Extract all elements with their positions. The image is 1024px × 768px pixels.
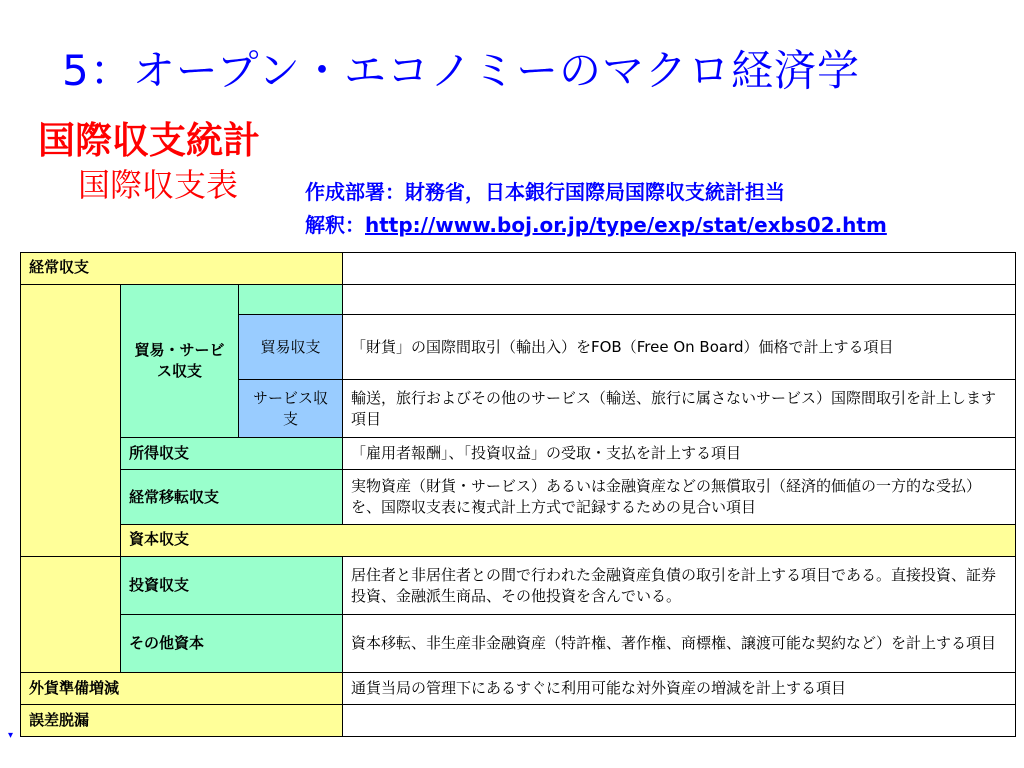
errors-omissions-label: 誤差脱漏 [21, 705, 343, 737]
page-title: 5：オープン・エコノミーのマクロ経済学 [62, 46, 860, 95]
reserves-change-label: 外貨準備増減 [21, 673, 343, 705]
author-department: 作成部署：財務省，日本銀行国際局国際収支統計担当 [305, 180, 785, 204]
current-account-span [21, 285, 121, 557]
errors-omissions-desc [343, 705, 1016, 737]
trade-services-spacer [239, 285, 343, 315]
table-row [21, 253, 1016, 285]
section-title: 国際収支統計 [38, 119, 260, 162]
trade-services-label: 貿易・サービス収支 [121, 285, 239, 438]
table-row [21, 673, 1016, 705]
interpretation-line [305, 209, 887, 238]
trade-balance-desc: 「財貨」の国際間取引（輸出入）をFOB（Free On Board）価格で計上する項目 [343, 315, 1016, 380]
trade-balance-label: 貿易収支 [239, 315, 343, 380]
table-row [21, 470, 1016, 525]
current-account-label: 経常収支 [21, 253, 343, 285]
balance-of-payments-table [20, 252, 1016, 737]
table-row [21, 615, 1016, 673]
subsection-title: 国際収支表 [78, 166, 239, 204]
slide-marker-glyph: ▾ [8, 730, 14, 741]
other-capital-desc: 資本移転、非生産非金融資産（特許権、著作権、商標権、譲渡可能な契約など）を計上する項目 [343, 615, 1016, 673]
services-balance-label: サービス収支 [239, 380, 343, 438]
table-row [21, 285, 1016, 315]
income-balance-desc: 「雇用者報酬」、「投資収益」の受取・支払を計上する項目 [343, 438, 1016, 470]
income-balance-label: 所得収支 [121, 438, 343, 470]
table-row [21, 557, 1016, 615]
current-account-desc [343, 253, 1016, 285]
table-row [21, 705, 1016, 737]
table-row [21, 525, 1016, 557]
capital-account-span [21, 557, 121, 673]
trade-services-desc [343, 285, 1016, 315]
reserves-change-desc: 通貨当局の管理下にあるすぐに利用可能な対外資産の増減を計上する項目 [343, 673, 1016, 705]
services-balance-desc: 輸送，旅行およびその他のサービス（輸送、旅行に属さないサービス）国際間取引を計上します項目 [343, 380, 1016, 438]
current-transfers-label: 経常移転収支 [121, 470, 343, 525]
capital-account-label: 資本収支 [121, 525, 1016, 557]
investment-balance-desc: 居住者と非居住者との間で行われた金融資産負債の取引を計上する項目である。直接投資、証券投資、金融派生商品、その他投資を含んでいる。 [343, 557, 1016, 615]
current-transfers-desc: 実物資産（財貨・サービス）あるいは金融資産などの無償取引（経済的価値の一方的な受払）を、国際収支表に複式計上方式で記録するための見合い項目 [343, 470, 1016, 525]
other-capital-label: その他資本 [121, 615, 343, 673]
interpretation-link[interactable]: http://www.boj.or.jp/type/exp/stat/exbs02.htm [365, 213, 887, 237]
investment-balance-label: 投資収支 [121, 557, 343, 615]
interpretation-label: 解釈： [305, 213, 365, 237]
table-row [21, 438, 1016, 470]
